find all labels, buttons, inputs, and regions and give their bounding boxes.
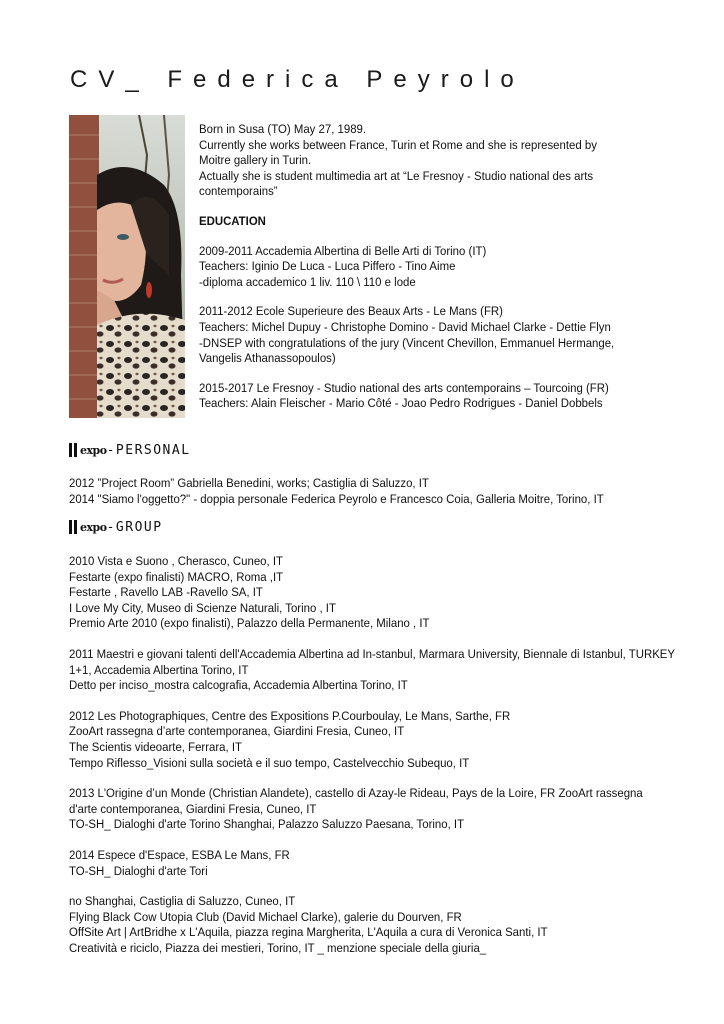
group-exhibitions-list	[69, 554, 676, 971]
list-item: Festarte , Ravello LAB -Ravello SA, IT	[69, 585, 263, 600]
personal-exhibitions-list	[69, 476, 658, 507]
list-item: 1+1, Accademia Albertina Torino, IT	[69, 662, 249, 677]
birth-line: Born in Susa (TO) May 27, 1989.	[199, 122, 367, 136]
education-entry	[199, 381, 631, 412]
education-line: 2011-2012 Ecole Superieure des Beaux Arts - Le Mans (FR)	[199, 304, 503, 319]
bio-block	[199, 122, 631, 426]
year-group	[69, 848, 658, 879]
intro-paragraph	[199, 122, 631, 200]
education-line: Teachers: Michel Dupuy - Christophe Domino - David Michael Clarke - Dettie Flyn	[199, 319, 611, 334]
education-line: Teachers: Alain Fleischer - Mario Côté - Joao Pedro Rodrigues - Daniel Dobbels	[199, 396, 603, 411]
year-group	[69, 554, 658, 632]
education-line: Teachers: Iginio De Luca - Luca Piffero - Tino Aime	[199, 259, 456, 274]
list-item: TO-SH_ Dialoghi d'arte Tori	[69, 863, 208, 878]
expo-tag: expo	[80, 443, 107, 457]
list-item: 2011 Maestri e giovani talenti dell'Accademia Albertina ad In-stanbul, Marmara University, Biennale di Istanbul, TURKEY	[69, 646, 676, 661]
section-heading-group	[69, 518, 163, 536]
expo-tag: expo	[80, 520, 107, 534]
list-item: Detto per inciso_mostra calcografia, Accademia Albertina Torino, IT	[69, 678, 408, 693]
list-item: 2012 ”Project Room” Gabriella Benedini, works; Castiglia di Saluzzo, IT	[69, 476, 429, 490]
education-line: 2009-2011 Accademia Albertina di Belle Arti di Torino (IT)	[199, 243, 487, 258]
education-line: 2015-2017 Le Fresnoy - Studio national des arts contemporains – Tourcoing (FR)	[199, 380, 609, 395]
list-item: Premio Arte 2010 (expo finalisti), Palazzo della Permanente, Milano , IT	[69, 616, 430, 631]
double-bar-icon	[69, 520, 77, 534]
page-title: CV_ Federica Peyrolo	[70, 66, 525, 93]
education-entry	[199, 304, 631, 366]
list-item: 2010 Vista e Suono , Cherasco, Cuneo, IT	[69, 554, 283, 568]
list-item: 2013 L'Origine d’un Monde (Christian Alandete), castello di Azay-le Rideau, Pays de la Loire, FR ZooArt rassegna d'arte contemporanea, Giardini Fresia, Cuneo, IT	[69, 786, 643, 816]
section-label: -GROUP	[106, 519, 163, 535]
education-entry	[199, 244, 631, 291]
education-line: -diploma accademico 1 liv. 110 \ 110 e lode	[199, 274, 416, 289]
year-group	[69, 709, 658, 771]
list-item: ZooArt rassegna d’arte contemporanea, Giardini Fresia, Cuneo, IT	[69, 724, 405, 739]
list-item: TO-SH_ Dialoghi d'arte Torino Shanghai, Palazzo Saluzzo Paesana, Torino, IT	[69, 817, 465, 832]
section-label: -PERSONAL	[106, 442, 191, 458]
portrait-photo	[69, 115, 185, 418]
list-item: Flying Black Cow Utopia Club (David Michael Clarke), galerie du Dourven, FR	[69, 909, 462, 924]
double-bar-icon	[69, 443, 77, 457]
education-heading: EDUCATION	[199, 213, 266, 228]
section-heading-personal	[69, 441, 191, 459]
year-group	[69, 894, 658, 956]
list-item: Creatività e riciclo, Piazza dei mestieri, Torino, IT _ menzione speciale della giuria_	[69, 940, 487, 955]
list-item: I Love My City, Museo di Scienze Naturali, Torino , IT	[69, 600, 336, 615]
list-item: The Scientis videoarte, Ferrara, IT	[69, 739, 242, 754]
list-item: OffSite Art | ArtBridhe x L'Aquila, piazza regina Margherita, L'Aquila a cura di Veronica Santi, IT	[69, 925, 548, 940]
list-item: 2014 "Siamo l'oggetto?" - doppia personale Federica Peyrolo e Francesco Coia, Galleria Moitre, Torino, IT	[69, 491, 604, 506]
list-item: Festarte (expo finalisti) MACRO, Roma ,IT	[69, 569, 284, 584]
year-group	[69, 786, 658, 833]
student-line: Actually she is student multimedia art at “Le Fresnoy - Studio national des arts contemporains”	[199, 168, 594, 199]
list-item: 2012 Les Photographiques, Centre des Expositions P.Courboulay, Le Mans, Sarthe, FR	[69, 708, 511, 723]
year-group	[69, 646, 676, 694]
list-item: Tempo Riflesso_Visioni sulla società e il suo tempo, Castelvecchio Subequo, IT	[69, 755, 470, 770]
list-item: no Shanghai, Castiglia di Saluzzo, Cuneo, IT	[69, 894, 296, 909]
work-line: Currently she works between France, Turin et Rome and she is represented by Moitre gallery in Turin.	[199, 137, 597, 168]
education-line: -DNSEP with congratulations of the jury (Vincent Chevillon, Emmanuel Hermange, Vangelis Athanassopoulos)	[199, 335, 615, 366]
list-item: 2014 Espece d'Espace, ESBA Le Mans, FR	[69, 847, 290, 862]
portrait-image	[69, 115, 185, 418]
